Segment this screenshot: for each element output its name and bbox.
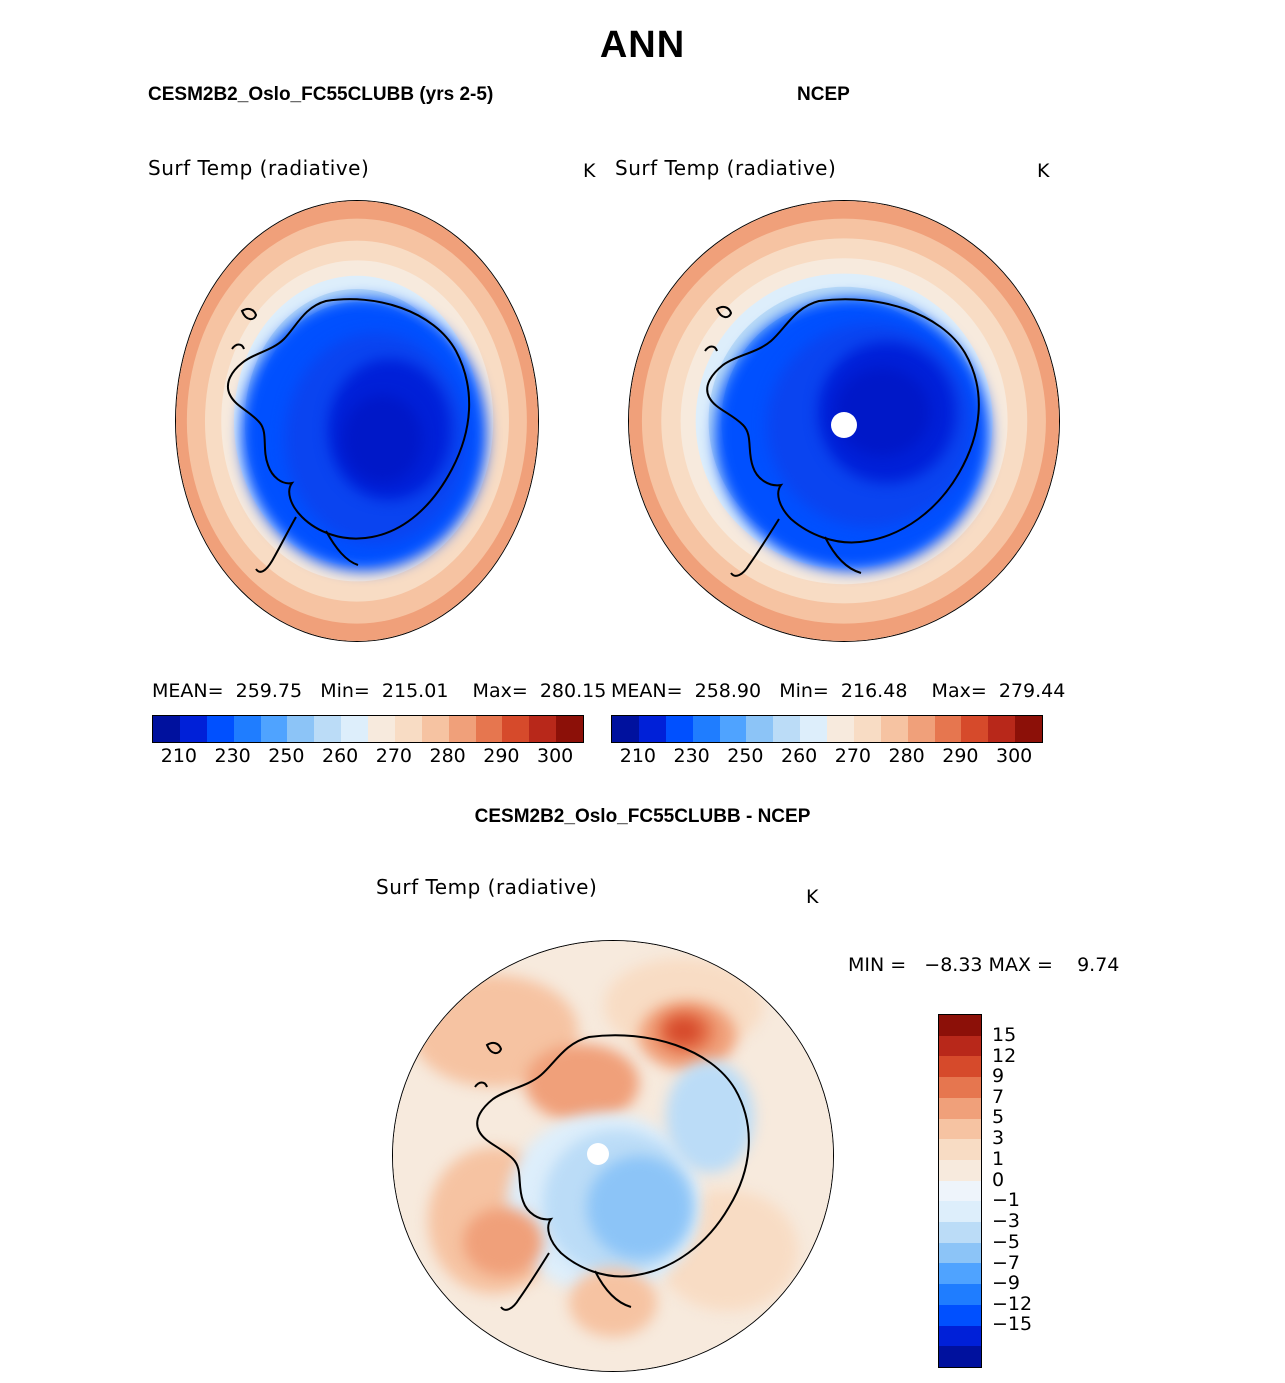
diff-colorbar xyxy=(938,1014,982,1368)
tick: 12 xyxy=(992,1044,1017,1067)
left-colorbar-ticks xyxy=(152,745,582,771)
tick: 210 xyxy=(160,745,198,767)
tick: −3 xyxy=(992,1209,1021,1232)
left-units-label: K xyxy=(583,160,596,182)
left-map-coastline xyxy=(176,201,538,641)
tick: −5 xyxy=(992,1230,1021,1253)
diff-map-globe xyxy=(392,940,834,1372)
right-map-globe xyxy=(628,200,1060,642)
tick: 9 xyxy=(992,1064,1005,1087)
tick: 0 xyxy=(992,1168,1005,1191)
tick: 210 xyxy=(619,745,657,767)
tick: −12 xyxy=(992,1293,1033,1316)
tick: 5 xyxy=(992,1106,1005,1129)
tick: 300 xyxy=(536,745,574,767)
right-panel-title: NCEP xyxy=(797,84,850,105)
tick: 15 xyxy=(992,1023,1017,1046)
tick: 250 xyxy=(268,745,305,767)
tick: 300 xyxy=(995,745,1033,767)
tick: 270 xyxy=(834,745,872,767)
diff-panel-title: CESM2B2_Oslo_FC55CLUBB - NCEP xyxy=(474,806,811,827)
diff-minmax: MIN = −8.33 MAX = 9.74 xyxy=(848,954,1120,976)
tick: 1 xyxy=(992,1148,1005,1171)
tick: 260 xyxy=(321,745,359,767)
diff-variable-label: Surf Temp (radiative) xyxy=(376,875,598,899)
left-panel-title: CESM2B2_Oslo_FC55CLUBB (yrs 2-5) xyxy=(148,84,494,105)
diff-map-pole-marker xyxy=(587,1143,609,1165)
tick: 280 xyxy=(429,745,466,767)
right-colorbar xyxy=(611,715,1043,743)
right-stats: MEAN= 258.90 Min= 216.48 Max= 279.44 xyxy=(611,680,1066,702)
diff-units-label: K xyxy=(806,886,819,908)
right-units-label: K xyxy=(1037,160,1050,182)
tick: −1 xyxy=(992,1189,1021,1212)
tick: −9 xyxy=(992,1272,1021,1295)
tick: 270 xyxy=(375,745,413,767)
tick: 290 xyxy=(483,745,520,767)
tick: 7 xyxy=(992,1085,1005,1108)
tick: 250 xyxy=(727,745,764,767)
right-variable-label: Surf Temp (radiative) xyxy=(615,156,837,180)
tick: −7 xyxy=(992,1251,1021,1274)
left-stats: MEAN= 259.75 Min= 215.01 Max= 280.15 xyxy=(152,680,607,702)
left-map-globe xyxy=(175,200,539,642)
tick: 230 xyxy=(673,745,710,767)
page-title: ANN xyxy=(599,24,686,66)
right-colorbar-ticks xyxy=(611,745,1041,771)
tick: 230 xyxy=(214,745,251,767)
diff-map-coastline xyxy=(393,941,833,1371)
tick: 3 xyxy=(992,1127,1005,1150)
left-variable-label: Surf Temp (radiative) xyxy=(148,156,370,180)
left-colorbar xyxy=(152,715,584,743)
tick: 290 xyxy=(942,745,979,767)
tick: 260 xyxy=(780,745,818,767)
tick: −15 xyxy=(992,1313,1033,1336)
tick: 280 xyxy=(888,745,925,767)
diff-colorbar-ticks xyxy=(992,1014,1062,1366)
